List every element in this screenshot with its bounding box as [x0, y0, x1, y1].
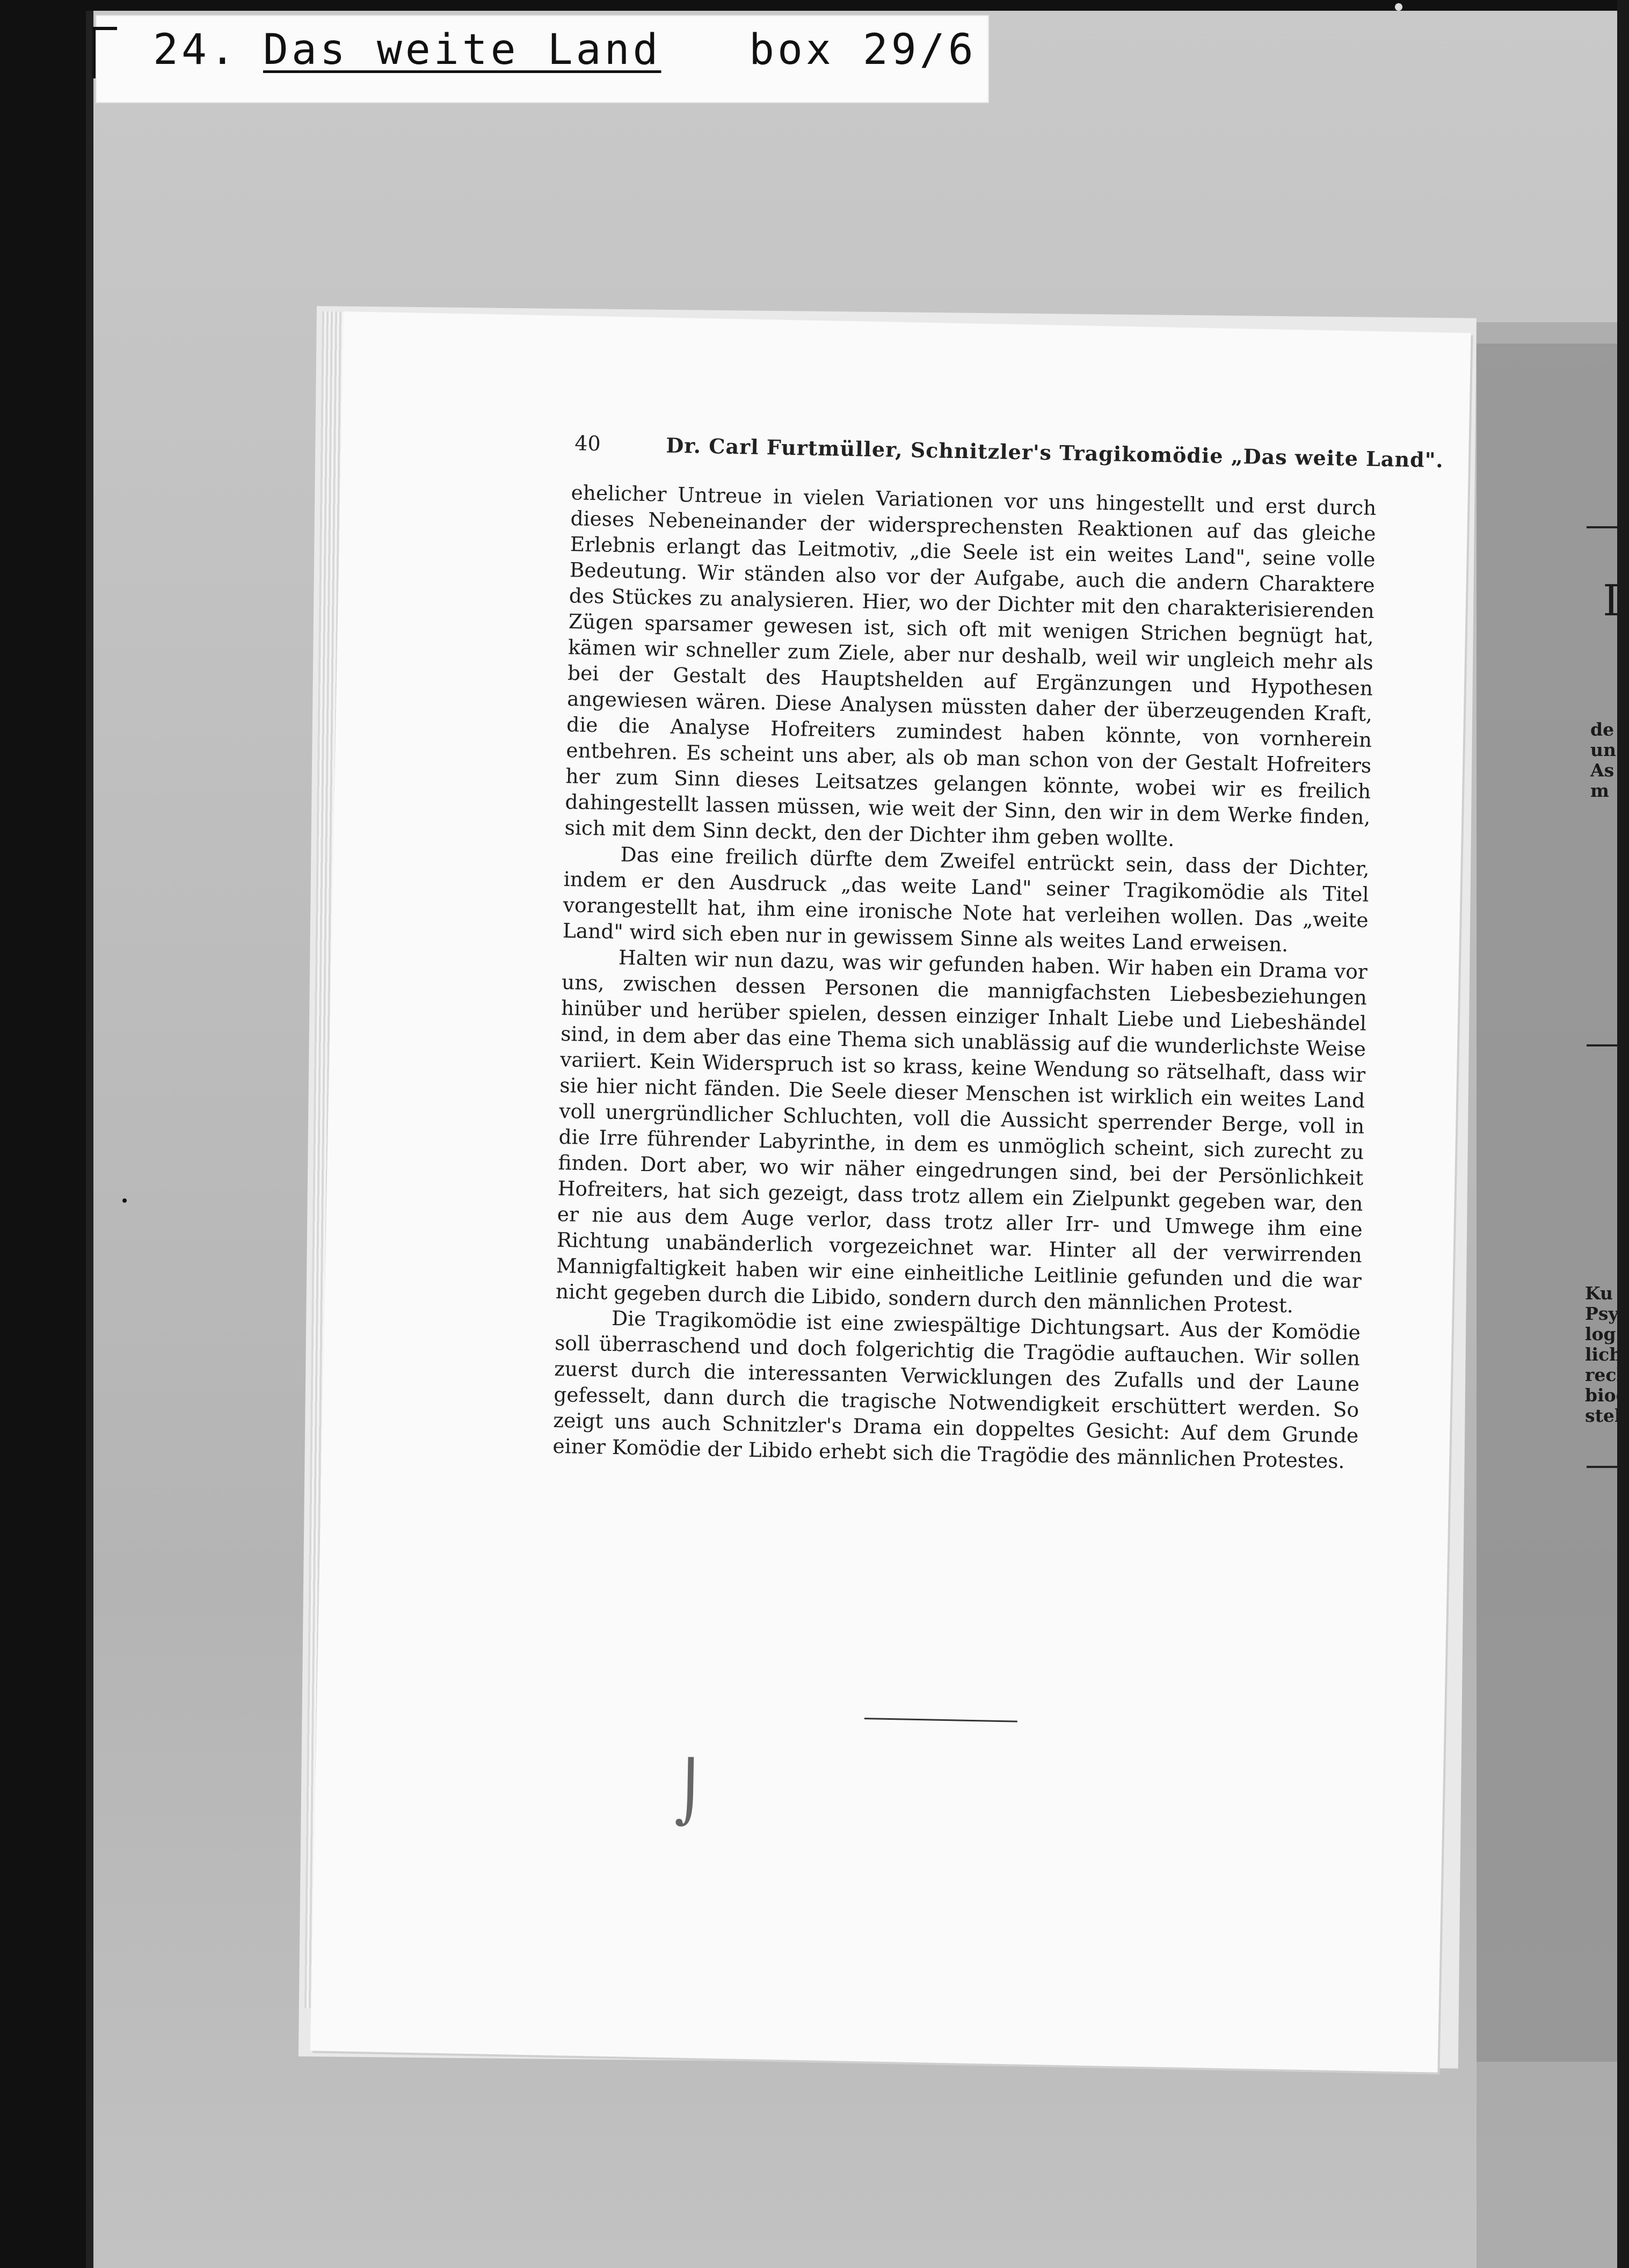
- adjacent-page-rule: [1587, 1044, 1617, 1046]
- adjacent-page-letter: I: [1603, 576, 1620, 626]
- paragraph: Das eine freilich dürfte dem Zweifel entrückt sein, dass der Dichter, indem er den Ausdruck „das weite Land" seiner Tragikomödie als Titel vorangestellt hat, ihm eine ironische Note hat verleihen wollen. Das „weite Land" wird sich eben nur in gewissem Sinne als weites Land erweisen.: [562, 842, 1370, 956]
- page-number: 40: [574, 431, 601, 456]
- paragraph: Halten wir nun dazu, was wir gefunden haben. Wir haben ein Drama vor uns, zwischen dessen Personen die mannigfachsten Liebesbeziehungen hinüber und herüber spielen, dessen einziger Inhalt Liebe und Liebeshändel sind, in dem aber das eine Thema sich unablässig auf die wunderlichste Weise variiert. Kein Widerspruch ist so krass, keine Wendung so rätselhaft, dass wir sie hier nicht fänden. Die Seele dieser Menschen ist wirklich ein weites Land voll unergründlicher Schluchten, voll die Aussicht sperrender Berge, voll in die Irre führender Labyrinthe, in dem es unmöglich scheint, sich zurecht zu finden. Dort aber, wo wir näher eingedrungen sind, bei der Persönlichkeit Hofreiters, hat sich gezeigt, dass trotz allem ein Zielpunkt gegeben war, den er nie aus dem Auge verlor, dass trotz aller Irr- und Umwege ihm eine Richtung unabänderlich vorgezeichnet war. Hinter all der verwirrenden Mannigfaltigkeit haben wir eine einheitliche Leitlinie gefunden und die war nicht gegeben durch die Libido, sondern durch den männlichen Protest.: [555, 946, 1368, 1318]
- film-speck: [1395, 3, 1402, 11]
- adjacent-fragment-line: As: [1590, 760, 1615, 781]
- pencil-mark: ⌡: [674, 1757, 707, 1827]
- adjacent-fragment-line: Ku: [1585, 1283, 1613, 1304]
- adjacent-fragment-line: stel: [1585, 1405, 1621, 1426]
- adjacent-fragment-line: rech: [1585, 1364, 1629, 1385]
- paragraph: ehelicher Untreue in vielen Variationen vor uns hingestellt und erst durch dieses Nebeneinander der widersprechensten Reaktionen auf das gleiche Erlebnis erlangt das Leitmotiv, „die Seele ist ein weites Land", seine volle Bedeutung. Wir ständen also vor der Aufgabe, auch die andern Charaktere des Stückes zu analysieren. Hier, wo der Dichter mit den charakterisierenden Zügen sparsamer gewesen ist, sich oft mit wenigen Strichen begnügt hat, kämen wir schneller zum Ziele, aber nur deshalb, weil wir ungleich mehr als bei der Gestalt des Hauptshelden auf Ergänzungen und Hypothesen angewiesen wären. Diese Analysen müssten daher der überzeugenden Kraft, die die Analyse Hofreiters zumindest haben könnte, von vornherein entbehren. Es scheint uns aber, als ob man schon von der Gestalt Hofreiters her zum Sinn dieses Leitsatzes gelangen könnte, wobei wir es freilich dahingestellt lassen müssen, wie weit der Sinn, den wir in dem Werke finden, sich mit dem Sinn deckt, den der Dichter ihm geben wollte.: [564, 481, 1377, 851]
- label-title: Das weite Land: [263, 26, 661, 74]
- adjacent-fragment-line: log: [1585, 1324, 1616, 1344]
- adjacent-page-rule: [1587, 526, 1617, 528]
- adjacent-page-fragment: [1585, 1283, 1629, 1426]
- adjacent-fragment-line: biog: [1585, 1385, 1628, 1406]
- running-title: Dr. Carl Furtmüller, Schnitzler's Tragikomödie „Das weite Land".: [665, 433, 1444, 473]
- running-head: [574, 431, 1444, 473]
- label-number: 24.: [153, 26, 238, 74]
- adjacent-fragment-line: lich: [1585, 1344, 1623, 1365]
- adjacent-fragment-line: Psy: [1585, 1303, 1619, 1324]
- body-text: [552, 479, 1377, 1474]
- adjacent-fragment-line: un: [1590, 739, 1616, 760]
- book-page: [310, 311, 1471, 2073]
- adjacent-page-rule: [1587, 1466, 1617, 1468]
- adjacent-page: [1477, 344, 1617, 2062]
- paragraph: Die Tragikomödie ist eine zwiespältige Dichtungsart. Aus der Komödie soll überraschend und doch folgerichtig die Tragödie auftauchen. Wir sollen zuerst durch die interessanten Verwicklungen des Zufalls und der Laune gefesselt, dann durch die tragische Notwendigkeit erschüttert werden. So zeigt uns auch Schnitzler's Drama ein doppeltes Gesicht: Auf dem Grunde einer Komödie der Libido erhebt sich die Tragödie des männlichen Protestes.: [552, 1306, 1361, 1473]
- adjacent-fragment-line: m: [1590, 780, 1609, 801]
- film-speck: [122, 1198, 127, 1203]
- section-end-rule: [864, 1718, 1017, 1722]
- label-corner-mark: [92, 27, 117, 78]
- film-edge: [86, 11, 93, 2268]
- label-box-number: box 29/6: [749, 26, 977, 74]
- adjacent-page-fragment: [1590, 719, 1616, 801]
- adjacent-fragment-line: de: [1590, 719, 1615, 740]
